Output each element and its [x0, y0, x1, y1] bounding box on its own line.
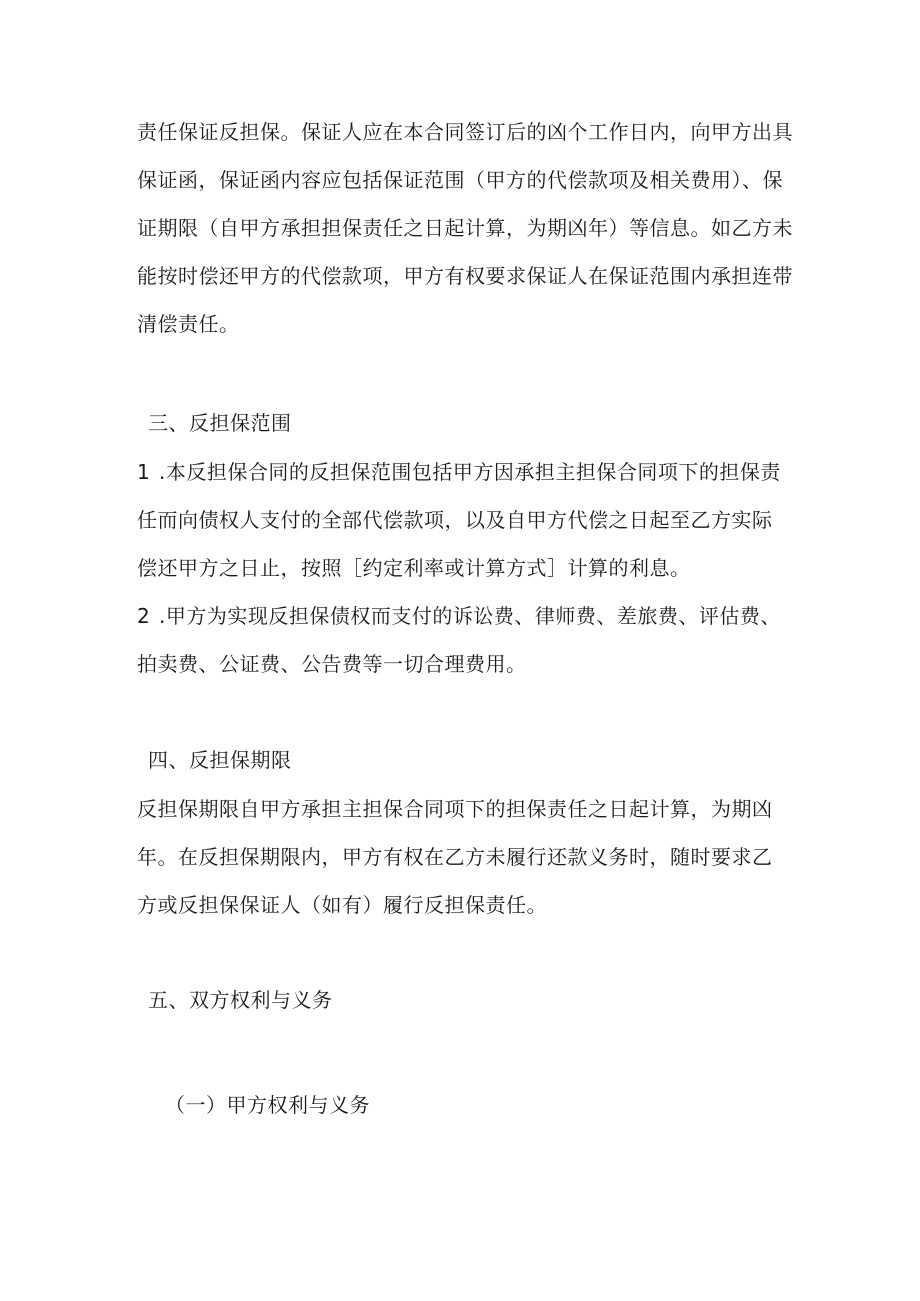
section-heading-scope: 三、反担保范围 — [148, 411, 292, 435]
scope-item-1 — [137, 448, 787, 592]
section-heading-period: 四、反担保期限 — [148, 748, 292, 772]
paragraph-line: 偿还甲方之日止，按照［约定利率或计算方式］计算的利息。 — [137, 556, 691, 580]
paragraph-line: 反担保期限自甲方承担主担保合同项下的担保责任之日起计算，为期凶 — [137, 797, 773, 821]
period-paragraph — [137, 785, 787, 929]
item-number: 2 — [137, 604, 151, 628]
paragraph-line: 证期限（自甲方承担担保责任之日起计算，为期凶年）等信息。如乙方未 — [137, 216, 793, 240]
paragraph-line: 清偿责任。 — [137, 312, 240, 336]
paragraph-line — [137, 592, 787, 640]
guarantee-paragraph — [137, 108, 793, 348]
subsection-heading-party-a: （一）甲方权利与义务 — [165, 1093, 370, 1117]
paragraph-line — [137, 448, 787, 496]
paragraph-line: 任而向债权人支付的全部代偿款项，以及自甲方代偿之日起至乙方实际 — [137, 508, 773, 532]
paragraph-line: 方或反担保保证人（如有）履行反担保责任。 — [137, 893, 547, 917]
paragraph-line: 拍卖费、公证费、公告费等一切合理费用。 — [137, 652, 527, 676]
item-text: .甲方为实现反担保债权而支付的诉讼费、律师费、差旅费、评估费、 — [159, 604, 781, 628]
paragraph-line: 能按时偿还甲方的代偿款项，甲方有权要求保证人在保证范围内承担连带 — [137, 264, 793, 288]
item-text: .本反担保合同的反担保范围包括甲方因承担主担保合同项下的担保责 — [159, 460, 781, 484]
item-number: 1 — [137, 460, 151, 484]
section-heading-rights: 五、双方权利与义务 — [148, 988, 333, 1012]
scope-item-2 — [137, 592, 787, 688]
paragraph-line: 责任保证反担保。保证人应在本合同签订后的凶个工作日内，向甲方出具 — [137, 120, 793, 144]
paragraph-line: 保证函，保证函内容应包括保证范围（甲方的代偿款项及相关费用）、保 — [137, 168, 783, 192]
paragraph-line: 年。在反担保期限内，甲方有权在乙方未履行还款义务时，随时要求乙 — [137, 845, 773, 869]
